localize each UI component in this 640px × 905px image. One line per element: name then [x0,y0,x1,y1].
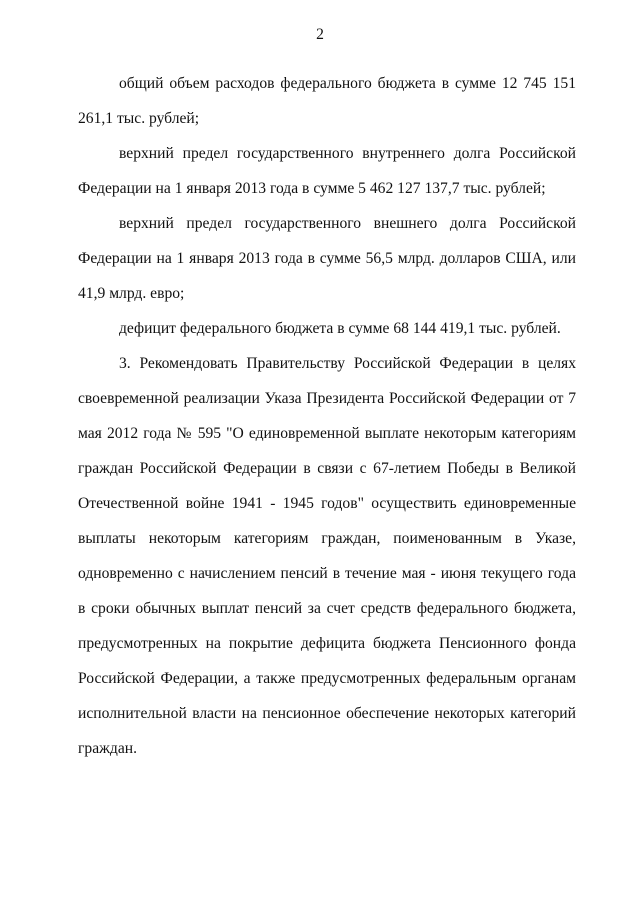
page-number: 2 [316,26,324,43]
paragraph-budget-deficit: дефицит федерального бюджета в сумме 68 144 419,1 тыс. рублей. [119,320,561,337]
paragraph-internal-debt-limit: верхний предел государственного внутреннего долга Российской Федерации на 1 января 2013 года в сумме 5 462 127 137,7 тыс. рублей; [78,145,576,197]
paragraph-recommendation-3: 3. Рекомендовать Правительству Российской Федерации в целях своевременной реализации Указа Президента Российской Федерации от 7 мая 2012 года № 595 "О единовременной выплате некоторым категориям граждан Российской Федерации в связи с 67-летием Победы в Великой Отечественной войне 1941 - 1945 годов" осуществить единовременные выплаты некоторым категориям граждан, поименованным в Указе, одновременно с начислением пенсий в течение мая - июня текущего года в сроки обычных выплат пенсий за счет средств федерального бюджета, предусмотренных на покрытие дефицита бюджета Пенсионного фонда Российской Федерации, а также предусмотренных федеральным органам исполнительной власти на пенсионное обеспечение некоторых категорий граждан. [78,355,576,757]
document-body [78,66,576,766]
paragraph-total-expenditure: общий объем расходов федерального бюджета в сумме 12 745 151 261,1 тыс. рублей; [78,75,576,127]
paragraph-external-debt-limit: верхний предел государственного внешнего долга Российской Федерации на 1 января 2013 года в сумме 56,5 млрд. долларов США, или 41,9 млрд. евро; [78,215,576,302]
